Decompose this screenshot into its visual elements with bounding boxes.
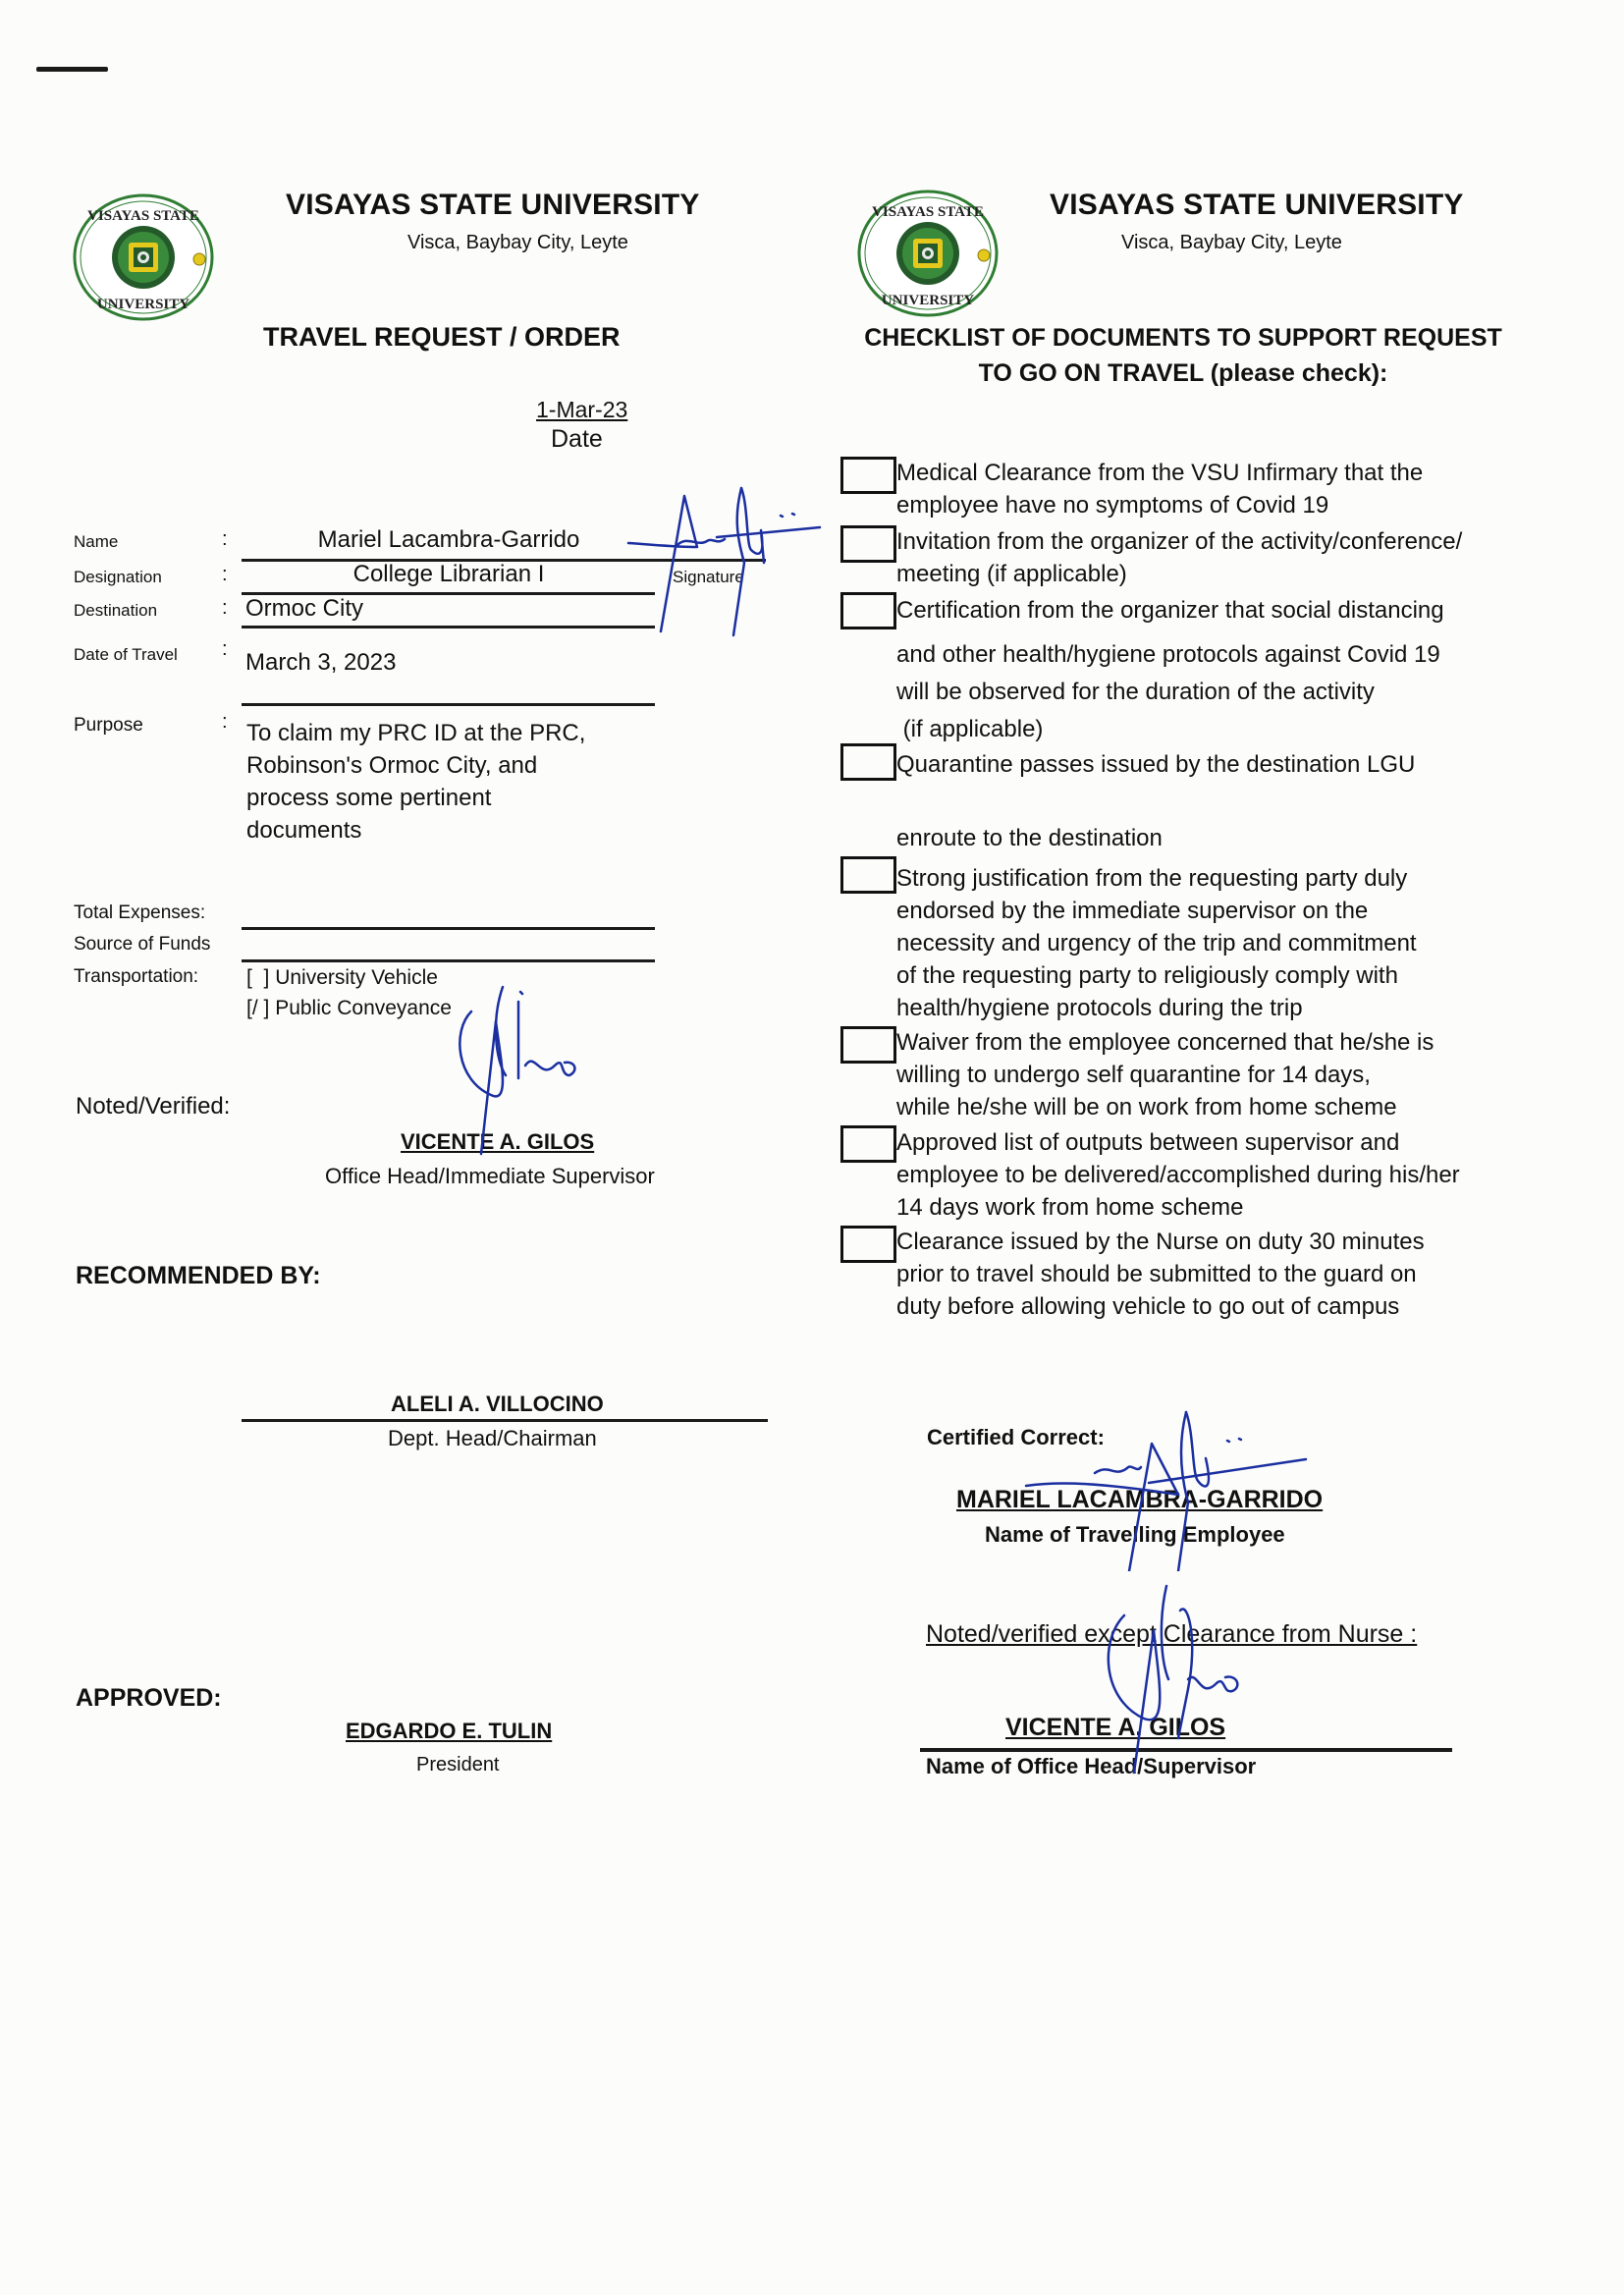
transportation-label: Transportation: <box>74 966 199 987</box>
signature-label: Signature <box>673 568 744 586</box>
checklist-item-text <box>896 862 1417 1024</box>
transportation-options <box>246 962 452 1023</box>
checklist-title <box>839 320 1527 391</box>
item-line: enroute to the destination <box>896 825 1163 851</box>
recommender-signature-line <box>242 1419 768 1422</box>
checklist-checkbox-waiver[interactable] <box>840 1026 896 1064</box>
item-line: Invitation from the organizer of the activity/conference/ <box>896 528 1463 555</box>
total-expenses-label: Total Expenses: <box>74 902 206 923</box>
checkbox-mark[interactable]: [ ] <box>246 966 270 989</box>
approver-name: EDGARDO E. TULIN <box>346 1719 553 1743</box>
travelling-employee-name: MARIEL LACAMBRA-GARRIDO <box>956 1486 1324 1513</box>
name-label: Name <box>74 532 119 551</box>
purpose-label: Purpose <box>74 715 143 736</box>
date-of-travel-underline <box>242 703 655 706</box>
designation-label: Designation <box>74 568 162 586</box>
checklist-item-text <box>896 748 1415 854</box>
item-line: (if applicable) <box>896 716 1044 742</box>
checklist-item-text <box>896 1226 1425 1323</box>
university-seal-logo <box>856 189 1000 318</box>
svg-text:UNIVERSITY: UNIVERSITY <box>881 293 975 308</box>
checklist-title-line: CHECKLIST OF DOCUMENTS TO SUPPORT REQUEST <box>864 324 1502 352</box>
purpose-line: documents <box>246 817 362 844</box>
colon: : <box>222 597 228 619</box>
purpose-line: To claim my PRC ID at the PRC, <box>246 720 586 746</box>
travelling-employee-caption: Name of Travelling Employee <box>985 1522 1285 1547</box>
item-line: 14 days work from home scheme <box>896 1194 1244 1221</box>
item-line: meeting (if applicable) <box>896 561 1127 587</box>
item-line: Waiver from the employee concerned that he/she is <box>896 1029 1435 1056</box>
svg-text:VISAYAS STATE: VISAYAS STATE <box>872 204 984 220</box>
checklist-checkbox-strong-justification[interactable] <box>840 856 896 894</box>
office-head-signature-line <box>920 1748 1452 1752</box>
purpose-line: Robinson's Ormoc City, and <box>246 752 538 779</box>
checklist-checkbox-certification[interactable] <box>840 592 896 629</box>
form-title: TRAVEL REQUEST / ORDER <box>263 322 621 352</box>
checklist-title-line: TO GO ON TRAVEL (please check): <box>978 359 1388 387</box>
noted-except-nurse-label: Noted/verified except Clearance from Nurse : <box>926 1620 1418 1648</box>
checklist-item-text <box>896 1026 1434 1123</box>
recommender-title: Dept. Head/Chairman <box>388 1426 597 1450</box>
checklist-item-text <box>896 1126 1460 1224</box>
approved-label: APPROVED: <box>76 1684 222 1712</box>
item-line: duty before allowing vehicle to go out of campus <box>896 1293 1400 1320</box>
item-line: of the requesting party to religiously comply with <box>896 962 1398 989</box>
request-date-value: 1-Mar-23 <box>536 397 628 422</box>
university-seal-logo <box>72 192 215 322</box>
certified-correct-label: Certified Correct: <box>927 1425 1105 1449</box>
office-head-name: VICENTE A. GILOS <box>1005 1714 1226 1741</box>
item-line: Certification from the organizer that social distancing <box>896 597 1444 624</box>
option-label: Public Conveyance <box>275 997 452 1019</box>
seal-icon <box>72 192 215 322</box>
item-line: Approved list of outputs between supervisor and <box>896 1129 1400 1156</box>
colon: : <box>222 638 228 660</box>
item-line: endorsed by the immediate supervisor on the <box>896 898 1369 924</box>
noted-verified-label: Noted/Verified: <box>76 1093 231 1120</box>
item-line: Quarantine passes issued by the destination LGU <box>896 751 1416 778</box>
colon: : <box>222 528 228 550</box>
request-date-label: Date <box>551 425 603 453</box>
checklist-checkbox-approved-outputs[interactable] <box>840 1125 896 1163</box>
designation-field[interactable]: College Librarian I <box>352 561 545 587</box>
checklist-item-text <box>896 525 1462 590</box>
destination-label: Destination <box>74 601 158 620</box>
destination-field[interactable]: Ormoc City <box>245 595 363 622</box>
checklist-checkbox-nurse-clearance[interactable] <box>840 1226 896 1263</box>
date-of-travel-field[interactable]: March 3, 2023 <box>245 649 397 676</box>
total-expenses-field[interactable] <box>242 927 655 930</box>
date-of-travel-label: Date of Travel <box>74 645 178 664</box>
checklist-checkbox-invitation[interactable] <box>840 525 896 563</box>
checklist-checkbox-quarantine-passes[interactable] <box>840 743 896 781</box>
option-label: University Vehicle <box>275 966 438 989</box>
svg-text:VISAYAS STATE: VISAYAS STATE <box>87 208 199 224</box>
item-line: willing to undergo self quarantine for 14 days, <box>896 1062 1371 1088</box>
transport-option-university-vehicle[interactable] <box>246 962 452 993</box>
colon: : <box>222 564 228 585</box>
university-name: VISAYAS STATE UNIVERSITY <box>1050 189 1464 221</box>
checklist-item-text <box>896 592 1444 748</box>
seal-icon <box>856 189 1000 318</box>
university-address: Visca, Baybay City, Leyte <box>1121 232 1342 253</box>
recommender-name: ALELI A. VILLOCINO <box>391 1392 604 1416</box>
item-line: health/hygiene protocols during the trip <box>896 995 1303 1021</box>
checklist-item-text <box>896 457 1423 521</box>
item-line: prior to travel should be submitted to the guard on <box>896 1261 1417 1287</box>
office-head-caption: Name of Office Head/Supervisor <box>926 1754 1257 1778</box>
approver-title: President <box>416 1754 500 1776</box>
supervisor-name: VICENTE A. GILOS <box>401 1129 595 1154</box>
item-line: Strong justification from the requesting party duly <box>896 865 1408 892</box>
item-line: necessity and urgency of the trip and commitment <box>896 930 1417 956</box>
item-line: will be observed for the duration of the activity <box>896 679 1375 705</box>
name-field[interactable]: Mariel Lacambra-Garrido <box>317 526 580 553</box>
colon: : <box>222 711 228 733</box>
item-line: employee to be delivered/accomplished during his/her <box>896 1162 1460 1188</box>
university-address: Visca, Baybay City, Leyte <box>407 232 628 253</box>
item-line: Medical Clearance from the VSU Infirmary that the <box>896 460 1424 486</box>
purpose-field[interactable] <box>246 717 585 847</box>
supervisor-title: Office Head/Immediate Supervisor <box>325 1164 655 1188</box>
source-of-funds-label: Source of Funds <box>74 934 211 955</box>
corner-registration-mark <box>36 67 108 72</box>
transport-option-public-conveyance[interactable] <box>246 993 452 1023</box>
item-line: employee have no symptoms of Covid 19 <box>896 492 1329 519</box>
recommended-by-label: RECOMMENDED BY: <box>76 1262 321 1289</box>
checklist-checkbox-medical-clearance[interactable] <box>840 457 896 494</box>
destination-underline <box>242 626 655 628</box>
svg-text:UNIVERSITY: UNIVERSITY <box>96 297 190 312</box>
item-line: while he/she will be on work from home scheme <box>896 1094 1397 1120</box>
university-name: VISAYAS STATE UNIVERSITY <box>286 189 700 221</box>
item-line: Clearance issued by the Nurse on duty 30 minutes <box>896 1229 1425 1255</box>
checkbox-mark[interactable]: [/ ] <box>246 997 270 1019</box>
purpose-line: process some pertinent <box>246 785 492 811</box>
item-line: and other health/hygiene protocols against Covid 19 <box>896 641 1440 668</box>
